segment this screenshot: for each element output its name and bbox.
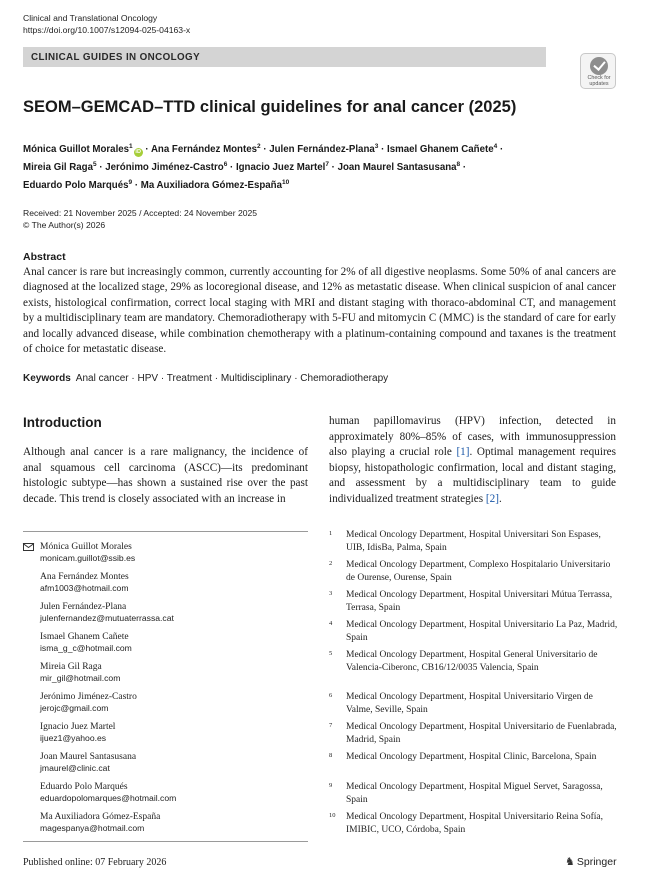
- contact-email[interactable]: jerojc@gmail.com: [40, 703, 109, 713]
- author-name: Ismael Ghanem Cañete: [387, 144, 494, 155]
- publisher-logo: [565, 855, 617, 868]
- contact-name: Mireia Gil Raga: [40, 662, 102, 672]
- keywords-list: Anal cancer · HPV · Treatment · Multidisciplinary · Chemoradiotherapy: [75, 373, 389, 384]
- contact-name: Jerónimo Jiménez-Castro: [40, 692, 137, 702]
- contact-email[interactable]: isma_g_c@hotmail.com: [40, 643, 132, 653]
- contact-email[interactable]: magespanya@hotmail.com: [40, 823, 145, 833]
- affiliation-number: 2: [329, 560, 333, 567]
- article-title: SEOM–GEMCAD–TTD clinical guidelines for anal cancer (2025): [23, 98, 517, 116]
- contact-name: Ignacio Juez Martel: [40, 722, 116, 732]
- contact-entry: [40, 541, 135, 564]
- affiliation-text: Medical Oncology Department, Hospital Universitario Virgen de Valme, Seville, Spain: [346, 692, 593, 715]
- contact-entry: [40, 631, 132, 654]
- author-affil-num: 8: [456, 161, 461, 168]
- affiliation-number: 5: [329, 650, 333, 657]
- citation-link[interactable]: [1]: [456, 446, 470, 459]
- contact-name: Eduardo Polo Marqués: [40, 782, 128, 792]
- keywords: [23, 373, 388, 384]
- envelope-icon: [23, 543, 34, 551]
- author-affil-num: 6: [223, 161, 228, 168]
- contact-email[interactable]: eduardopolomarques@hotmail.com: [40, 793, 177, 803]
- affiliation-text: Medical Oncology Department, Hospital Universitari Mútua Terrassa, Terrasa, Spain: [346, 590, 613, 613]
- affiliation-number: 9: [329, 782, 333, 789]
- published-date: Published online: 07 February 2026: [23, 857, 167, 868]
- affiliation-number: 7: [329, 722, 333, 729]
- contact-name: Joan Maurel Santasusana: [40, 752, 137, 762]
- author-name: Joan Maurel Santasusana: [337, 162, 457, 173]
- keywords-label: Keywords: [23, 373, 71, 384]
- author-affil-num: 5: [93, 161, 97, 168]
- contact-entry: [40, 601, 174, 624]
- contact-name: Ana Fernández Montes: [40, 572, 129, 582]
- affiliation-text: Medical Oncology Department, Hospital Universitario Reina Sofía, IMIBIC, UCO, Córdoba, Spain: [346, 812, 603, 835]
- doi-link[interactable]: https://doi.org/10.1007/s12094-025-04163-x: [23, 25, 191, 35]
- affiliation-number: 8: [329, 752, 333, 759]
- author-name: Ma Auxiliadora Gómez-España: [140, 180, 282, 191]
- affiliation-text: Medical Oncology Department, Hospital Universitario La Paz, Madrid, Spain: [346, 620, 618, 643]
- divider: [23, 531, 308, 532]
- author-affil-num: 4: [493, 143, 498, 150]
- author-affil-num: 1: [129, 143, 133, 150]
- abstract-heading: Abstract: [23, 251, 66, 263]
- journal-name: Clinical and Translational Oncology: [23, 13, 158, 23]
- copyright: © The Author(s) 2026: [23, 220, 106, 230]
- contact-entry: [40, 751, 136, 774]
- contact-entry: [40, 571, 129, 594]
- contact-entry: [40, 661, 120, 684]
- orcid-icon[interactable]: iD: [135, 149, 141, 155]
- affiliation-text: Medical Oncology Department, Hospital Universitario de Fuenlabrada, Madrid, Spain: [346, 722, 617, 745]
- journal-header: [23, 12, 190, 36]
- contact-name: Ma Auxiliadora Gómez-España: [40, 812, 161, 822]
- author-affil-num: 3: [374, 143, 379, 150]
- contact-email[interactable]: ijuez1@yahoo.es: [40, 733, 107, 743]
- affiliation-number: 3: [329, 590, 333, 597]
- contact-entry: [40, 781, 176, 804]
- contact-email[interactable]: jmaurel@clinic.cat: [40, 763, 110, 773]
- check-for-updates-button[interactable]: [580, 53, 616, 89]
- affiliation-number: 10: [329, 812, 336, 819]
- author-name: Ana Fernández Montes: [150, 144, 257, 155]
- affiliation-text: Medical Oncology Department, Hospital Clinic, Barcelona, Spain: [346, 752, 597, 762]
- affiliation-text: Medical Oncology Department, Hospital Universitari Son Espases, UIB, IdisBa, Palma, Spain: [346, 530, 601, 553]
- section-banner: CLINICAL GUIDES IN ONCOLOGY: [23, 47, 546, 67]
- article-dates: [23, 207, 257, 231]
- springer-horse-icon: ♞: [565, 856, 575, 868]
- author-name: Julen Fernández-Plana: [269, 144, 375, 155]
- received-accepted: Received: 21 November 2025 / Accepted: 24 November 2025: [23, 208, 258, 218]
- contact-name: Ismael Ghanem Cañete: [40, 632, 129, 642]
- contact-entry: [40, 691, 137, 714]
- contact-email[interactable]: mir_gil@hotmail.com: [40, 673, 121, 683]
- divider: [23, 841, 308, 842]
- author-affil-num: 10: [281, 179, 290, 186]
- abstract-text: Anal cancer is rare but increasingly common, currently accounting for 2% of all digestive neoplasms. Some 50% of anal cancers are diagnosed at the localized stage, 29% as locoregional disease, and 12% as metastatic disease. When clinical suspicion of anal cancer exists, histological confirmation, correct local staging with MRI and distant staging with thoraco-abdominal CT, and management by a multidisciplinary team are mandatory. Chemoradiotherapy with 5-FU and mitomycin C (MMC) is the standard of care for early and locally advanced disease, while combination chemotherapy with a platinum-containing compound and taxanes is the treatment of choice for metastatic disease.: [23, 266, 616, 356]
- affiliation-number: 1: [329, 530, 333, 537]
- check-for-updates-label: Check for updates: [587, 75, 611, 87]
- affiliation-text: Medical Oncology Department, Complexo Hospitalario Universitario de Ourense, Ourense, Spain: [346, 560, 611, 583]
- contact-name: Julen Fernández-Plana: [40, 602, 127, 612]
- introduction-text-right: human papillomavirus (HPV) infection, detected in approximately 80%–85% of cases, with immunosuppression also playing a crucial role [1]. Optimal management requires biopsy, histopathologic confirmation, local and distant staging, and assessment by a multidisciplinary team to guide individualized treatment strategies [2].: [329, 415, 616, 505]
- author-name: Eduardo Polo Marqués: [23, 180, 129, 191]
- affiliation-text: Medical Oncology Department, Hospital General Universitario de Valencia-Ciberonc, CB16/12/0035 Valencia, Spain: [346, 650, 598, 673]
- author-list: Mónica Guillot Morales$^1$iD · Ana Fernández Montes$^2$ · Julen Fernández-Plana$^3$ · Ismael Ghanem Cañete$^4$ · Mireia Gil Raga$^5$ · Jerónimo Jiménez-Castro$^6$ · Ignacio Juez Martel$^7$ · Joan Maurel Santasusana$^8$ · Eduardo Polo Marqués$^9$ · Ma Auxiliadora Gómez-España$^{10}$: [23, 143, 504, 191]
- affiliation-number: 6: [329, 692, 333, 699]
- affiliation-text: Medical Oncology Department, Hospital Miguel Servet, Saragossa, Spain: [346, 782, 603, 805]
- author-affil-num: 7: [325, 161, 329, 168]
- introduction-heading: Introduction: [23, 415, 102, 430]
- author-affil-num: 9: [128, 179, 133, 186]
- affiliation-number: 4: [329, 620, 333, 627]
- author-affil-num: 2: [256, 143, 261, 150]
- citation-link[interactable]: [2]: [485, 492, 499, 505]
- publisher-name: Springer: [576, 856, 617, 868]
- author-name: Jerónimo Jiménez-Castro: [105, 162, 224, 173]
- contact-entry: [40, 721, 115, 744]
- author-name: Ignacio Juez Martel: [235, 162, 326, 173]
- contact-email[interactable]: julenfernandez@mutuaterrassa.cat: [40, 613, 174, 623]
- contact-entry: [40, 811, 160, 834]
- contact-email[interactable]: afm1003@hotmail.com: [40, 583, 129, 593]
- contact-name: Mónica Guillot Morales: [40, 542, 132, 552]
- contact-email[interactable]: monicam.guillot@ssib.es: [40, 553, 136, 563]
- check-mark-icon: [590, 57, 608, 75]
- introduction-text-left: Although anal cancer is a rare malignancy, the incidence of anal squamous cell carcinoma (ASCC)—its predominant histologic subtype—has shown a sustained rise over the past decade. This trend is closely associated with an increase in: [23, 446, 308, 505]
- author-name: Mónica Guillot Morales: [23, 144, 130, 155]
- author-name: Mireia Gil Raga: [23, 162, 93, 173]
